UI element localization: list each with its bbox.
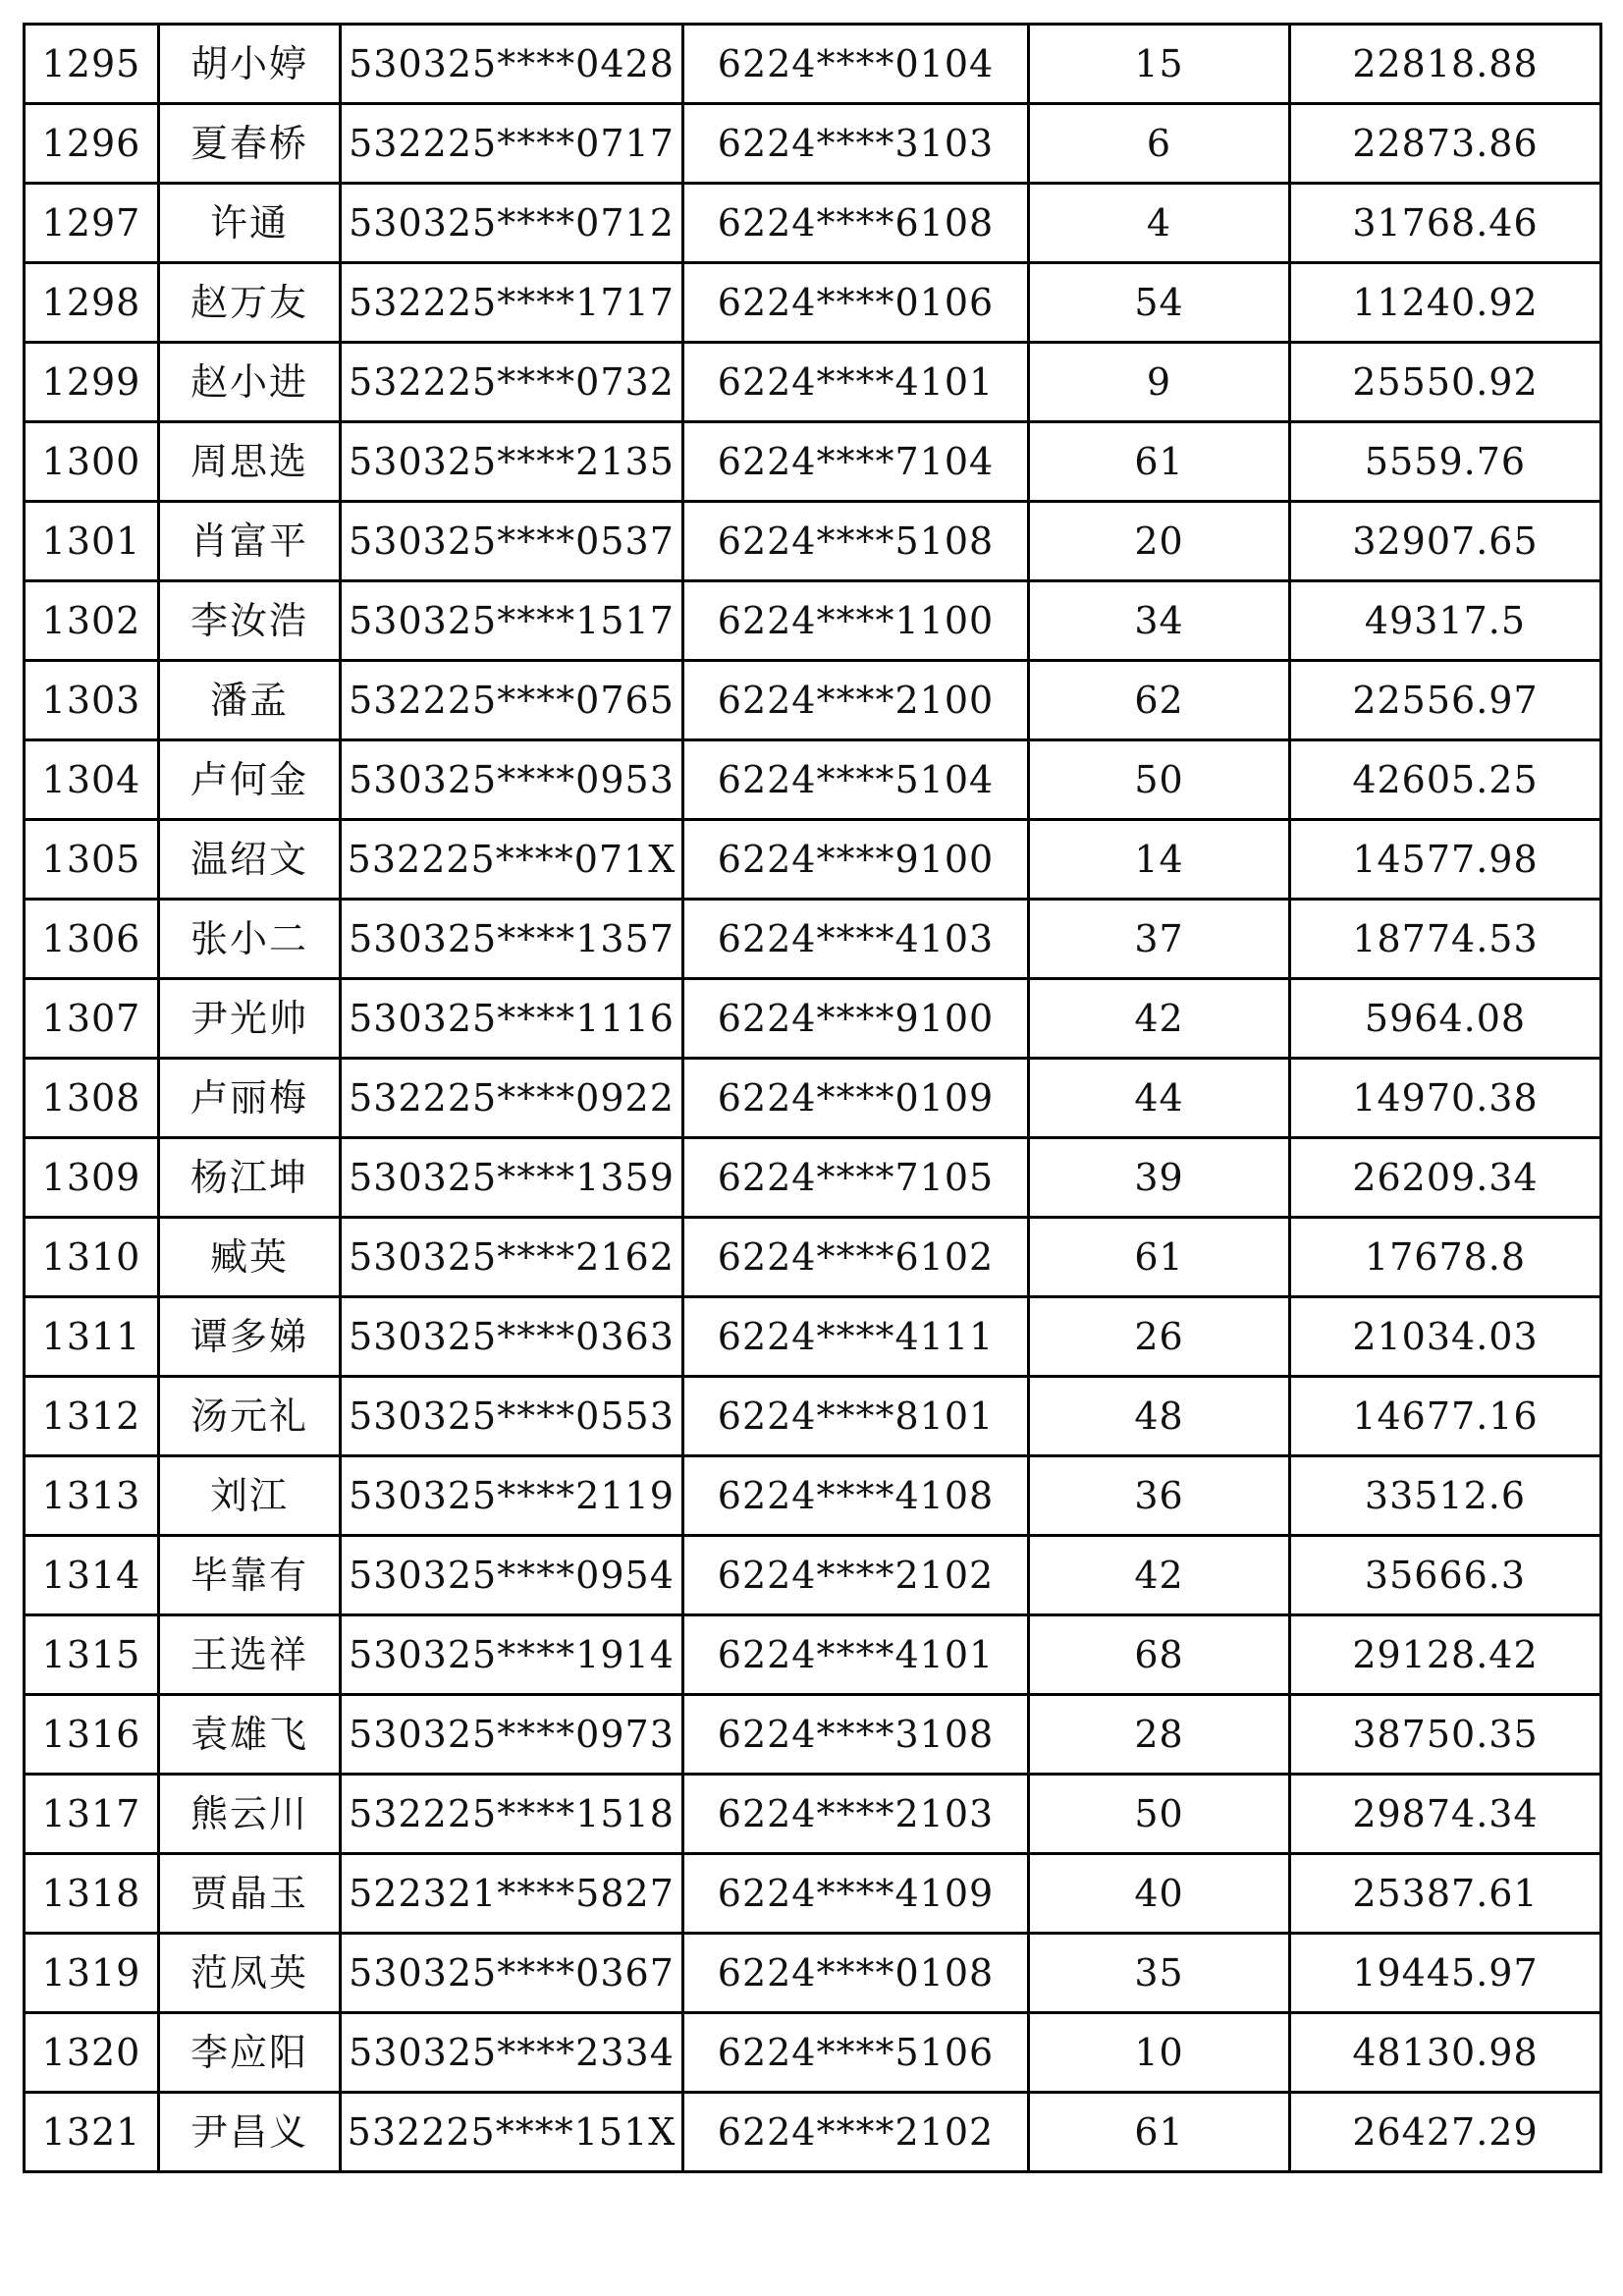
amount-cell: 48130.98 — [1290, 2013, 1601, 2093]
row-number-cell: 1311 — [25, 1297, 159, 1377]
name-cell: 尹昌义 — [159, 2093, 341, 2172]
table-row — [25, 1775, 1601, 1854]
name-cell: 范凤英 — [159, 1934, 341, 2013]
id-number-cell: 530325****2119 — [341, 1456, 683, 1536]
count-cell: 9 — [1029, 343, 1290, 422]
amount-cell: 11240.92 — [1290, 263, 1601, 343]
name-cell: 赵万友 — [159, 263, 341, 343]
row-number-cell: 1301 — [25, 502, 159, 581]
roster-table-body — [25, 25, 1601, 2172]
card-number-cell: 6224****7104 — [683, 422, 1029, 502]
name-cell: 毕靠有 — [159, 1536, 341, 1615]
name-cell: 袁雄飞 — [159, 1695, 341, 1775]
id-number-cell: 530325****0363 — [341, 1297, 683, 1377]
row-number-cell: 1308 — [25, 1059, 159, 1138]
amount-cell: 5559.76 — [1290, 422, 1601, 502]
count-cell: 68 — [1029, 1615, 1290, 1695]
id-number-cell: 532225****0717 — [341, 104, 683, 184]
row-number-cell: 1297 — [25, 184, 159, 263]
table-row — [25, 1695, 1601, 1775]
table-row — [25, 2013, 1601, 2093]
count-cell: 54 — [1029, 263, 1290, 343]
id-number-cell: 530325****2162 — [341, 1218, 683, 1297]
card-number-cell: 6224****4101 — [683, 343, 1029, 422]
card-number-cell: 6224****2100 — [683, 661, 1029, 740]
amount-cell: 22873.86 — [1290, 104, 1601, 184]
amount-cell: 14677.16 — [1290, 1377, 1601, 1456]
count-cell: 14 — [1029, 820, 1290, 900]
name-cell: 卢丽梅 — [159, 1059, 341, 1138]
id-number-cell: 530325****0367 — [341, 1934, 683, 2013]
row-number-cell: 1295 — [25, 25, 159, 104]
row-number-cell: 1320 — [25, 2013, 159, 2093]
amount-cell: 31768.46 — [1290, 184, 1601, 263]
count-cell: 6 — [1029, 104, 1290, 184]
table-row — [25, 2093, 1601, 2172]
card-number-cell: 6224****5108 — [683, 502, 1029, 581]
name-cell: 胡小婷 — [159, 25, 341, 104]
id-number-cell: 530325****1359 — [341, 1138, 683, 1218]
name-cell: 温绍文 — [159, 820, 341, 900]
card-number-cell: 6224****1100 — [683, 581, 1029, 661]
card-number-cell: 6224****6102 — [683, 1218, 1029, 1297]
amount-cell: 14970.38 — [1290, 1059, 1601, 1138]
count-cell: 15 — [1029, 25, 1290, 104]
table-row — [25, 581, 1601, 661]
count-cell: 48 — [1029, 1377, 1290, 1456]
table-row — [25, 1615, 1601, 1695]
row-number-cell: 1305 — [25, 820, 159, 900]
table-row — [25, 900, 1601, 979]
amount-cell: 17678.8 — [1290, 1218, 1601, 1297]
name-cell: 熊云川 — [159, 1775, 341, 1854]
table-row — [25, 820, 1601, 900]
amount-cell: 14577.98 — [1290, 820, 1601, 900]
id-number-cell: 530325****1116 — [341, 979, 683, 1059]
amount-cell: 19445.97 — [1290, 1934, 1601, 2013]
table-row — [25, 1059, 1601, 1138]
row-number-cell: 1300 — [25, 422, 159, 502]
count-cell: 42 — [1029, 979, 1290, 1059]
amount-cell: 32907.65 — [1290, 502, 1601, 581]
amount-cell: 49317.5 — [1290, 581, 1601, 661]
amount-cell: 22556.97 — [1290, 661, 1601, 740]
id-number-cell: 530325****2334 — [341, 2013, 683, 2093]
row-number-cell: 1299 — [25, 343, 159, 422]
amount-cell: 42605.25 — [1290, 740, 1601, 820]
id-number-cell: 530325****1517 — [341, 581, 683, 661]
count-cell: 39 — [1029, 1138, 1290, 1218]
name-cell: 谭多娣 — [159, 1297, 341, 1377]
id-number-cell: 530325****0953 — [341, 740, 683, 820]
count-cell: 61 — [1029, 1218, 1290, 1297]
row-number-cell: 1314 — [25, 1536, 159, 1615]
row-number-cell: 1310 — [25, 1218, 159, 1297]
count-cell: 61 — [1029, 2093, 1290, 2172]
card-number-cell: 6224****4111 — [683, 1297, 1029, 1377]
name-cell: 张小二 — [159, 900, 341, 979]
count-cell: 44 — [1029, 1059, 1290, 1138]
row-number-cell: 1309 — [25, 1138, 159, 1218]
roster-table — [23, 23, 1602, 2173]
table-row — [25, 1218, 1601, 1297]
card-number-cell: 6224****5104 — [683, 740, 1029, 820]
count-cell: 61 — [1029, 422, 1290, 502]
card-number-cell: 6224****4103 — [683, 900, 1029, 979]
card-number-cell: 6224****9100 — [683, 820, 1029, 900]
count-cell: 34 — [1029, 581, 1290, 661]
id-number-cell: 530325****0537 — [341, 502, 683, 581]
card-number-cell: 6224****3103 — [683, 104, 1029, 184]
card-number-cell: 6224****2102 — [683, 2093, 1029, 2172]
card-number-cell: 6224****2102 — [683, 1536, 1029, 1615]
card-number-cell: 6224****0106 — [683, 263, 1029, 343]
table-row — [25, 104, 1601, 184]
amount-cell: 22818.88 — [1290, 25, 1601, 104]
amount-cell: 21034.03 — [1290, 1297, 1601, 1377]
table-row — [25, 979, 1601, 1059]
table-row — [25, 661, 1601, 740]
count-cell: 20 — [1029, 502, 1290, 581]
id-number-cell: 530325****1357 — [341, 900, 683, 979]
count-cell: 40 — [1029, 1854, 1290, 1934]
name-cell: 周思选 — [159, 422, 341, 502]
row-number-cell: 1317 — [25, 1775, 159, 1854]
count-cell: 42 — [1029, 1536, 1290, 1615]
table-row — [25, 1934, 1601, 2013]
id-number-cell: 532225****071X — [341, 820, 683, 900]
card-number-cell: 6224****0108 — [683, 1934, 1029, 2013]
name-cell: 杨江坤 — [159, 1138, 341, 1218]
table-row — [25, 263, 1601, 343]
table-row — [25, 1456, 1601, 1536]
table-row — [25, 1536, 1601, 1615]
id-number-cell: 530325****2135 — [341, 422, 683, 502]
row-number-cell: 1302 — [25, 581, 159, 661]
row-number-cell: 1303 — [25, 661, 159, 740]
amount-cell: 38750.35 — [1290, 1695, 1601, 1775]
card-number-cell: 6224****9100 — [683, 979, 1029, 1059]
count-cell: 28 — [1029, 1695, 1290, 1775]
card-number-cell: 6224****2103 — [683, 1775, 1029, 1854]
count-cell: 37 — [1029, 900, 1290, 979]
table-row — [25, 1138, 1601, 1218]
id-number-cell: 522321****5827 — [341, 1854, 683, 1934]
id-number-cell: 532225****0922 — [341, 1059, 683, 1138]
count-cell: 50 — [1029, 740, 1290, 820]
id-number-cell: 532225****0765 — [341, 661, 683, 740]
card-number-cell: 6224****6108 — [683, 184, 1029, 263]
table-row — [25, 343, 1601, 422]
row-number-cell: 1304 — [25, 740, 159, 820]
name-cell: 李汝浩 — [159, 581, 341, 661]
id-number-cell: 532225****1518 — [341, 1775, 683, 1854]
name-cell: 卢何金 — [159, 740, 341, 820]
row-number-cell: 1321 — [25, 2093, 159, 2172]
amount-cell: 26209.34 — [1290, 1138, 1601, 1218]
row-number-cell: 1313 — [25, 1456, 159, 1536]
name-cell: 李应阳 — [159, 2013, 341, 2093]
amount-cell: 5964.08 — [1290, 979, 1601, 1059]
id-number-cell: 530325****0954 — [341, 1536, 683, 1615]
count-cell: 35 — [1029, 1934, 1290, 2013]
row-number-cell: 1307 — [25, 979, 159, 1059]
name-cell: 王选祥 — [159, 1615, 341, 1695]
count-cell: 50 — [1029, 1775, 1290, 1854]
amount-cell: 25550.92 — [1290, 343, 1601, 422]
row-number-cell: 1306 — [25, 900, 159, 979]
id-number-cell: 530325****0973 — [341, 1695, 683, 1775]
card-number-cell: 6224****8101 — [683, 1377, 1029, 1456]
card-number-cell: 6224****5106 — [683, 2013, 1029, 2093]
count-cell: 36 — [1029, 1456, 1290, 1536]
id-number-cell: 530325****0428 — [341, 25, 683, 104]
amount-cell: 25387.61 — [1290, 1854, 1601, 1934]
row-number-cell: 1315 — [25, 1615, 159, 1695]
name-cell: 夏春桥 — [159, 104, 341, 184]
name-cell: 尹光帅 — [159, 979, 341, 1059]
table-row — [25, 1377, 1601, 1456]
name-cell: 汤元礼 — [159, 1377, 341, 1456]
table-row — [25, 1297, 1601, 1377]
card-number-cell: 6224****4109 — [683, 1854, 1029, 1934]
amount-cell: 29874.34 — [1290, 1775, 1601, 1854]
table-row — [25, 184, 1601, 263]
name-cell: 臧英 — [159, 1218, 341, 1297]
row-number-cell: 1312 — [25, 1377, 159, 1456]
card-number-cell: 6224****7105 — [683, 1138, 1029, 1218]
table-row — [25, 1854, 1601, 1934]
row-number-cell: 1296 — [25, 104, 159, 184]
row-number-cell: 1316 — [25, 1695, 159, 1775]
count-cell: 10 — [1029, 2013, 1290, 2093]
name-cell: 肖富平 — [159, 502, 341, 581]
amount-cell: 33512.6 — [1290, 1456, 1601, 1536]
count-cell: 62 — [1029, 661, 1290, 740]
table-row — [25, 422, 1601, 502]
id-number-cell: 532225****0732 — [341, 343, 683, 422]
name-cell: 刘江 — [159, 1456, 341, 1536]
card-number-cell: 6224****4108 — [683, 1456, 1029, 1536]
amount-cell: 18774.53 — [1290, 900, 1601, 979]
id-number-cell: 530325****0553 — [341, 1377, 683, 1456]
amount-cell: 29128.42 — [1290, 1615, 1601, 1695]
name-cell: 许通 — [159, 184, 341, 263]
id-number-cell: 532225****151X — [341, 2093, 683, 2172]
count-cell: 26 — [1029, 1297, 1290, 1377]
name-cell: 赵小进 — [159, 343, 341, 422]
id-number-cell: 530325****0712 — [341, 184, 683, 263]
card-number-cell: 6224****4101 — [683, 1615, 1029, 1695]
row-number-cell: 1298 — [25, 263, 159, 343]
table-row — [25, 740, 1601, 820]
name-cell: 潘孟 — [159, 661, 341, 740]
card-number-cell: 6224****0104 — [683, 25, 1029, 104]
card-number-cell: 6224****3108 — [683, 1695, 1029, 1775]
table-row — [25, 502, 1601, 581]
id-number-cell: 532225****1717 — [341, 263, 683, 343]
card-number-cell: 6224****0109 — [683, 1059, 1029, 1138]
amount-cell: 35666.3 — [1290, 1536, 1601, 1615]
amount-cell: 26427.29 — [1290, 2093, 1601, 2172]
row-number-cell: 1319 — [25, 1934, 159, 2013]
table-row — [25, 25, 1601, 104]
count-cell: 4 — [1029, 184, 1290, 263]
id-number-cell: 530325****1914 — [341, 1615, 683, 1695]
row-number-cell: 1318 — [25, 1854, 159, 1934]
name-cell: 贾晶玉 — [159, 1854, 341, 1934]
